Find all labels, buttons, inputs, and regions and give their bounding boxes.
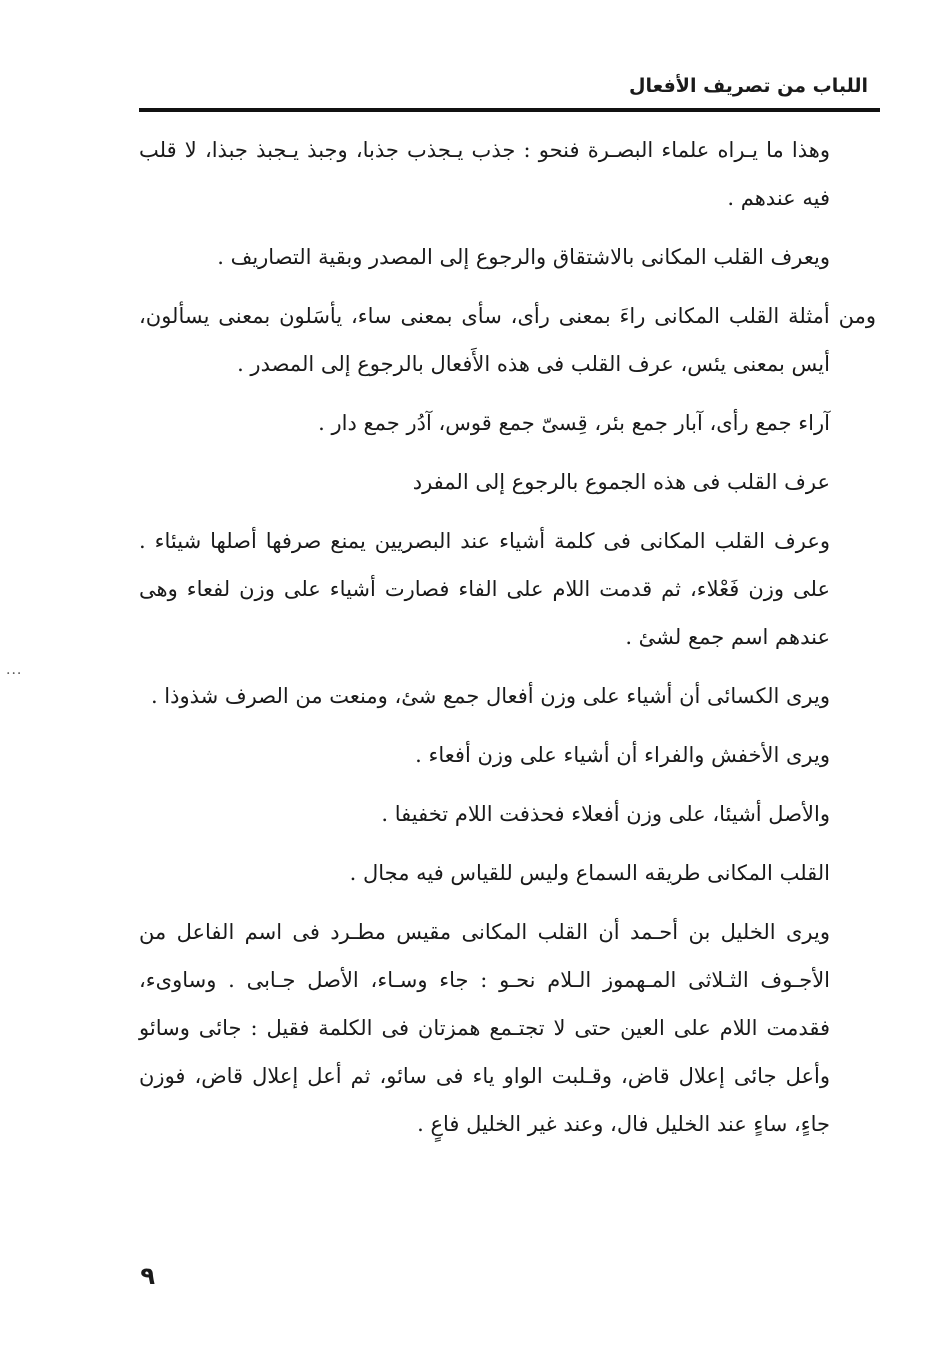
paragraph-how-known: ويعرف القلب المكانى بالاشتقاق والرجوع إلى المصدر وبقية التصاريف . <box>217 245 830 269</box>
paragraph-verb-examples: ومن أمثلة القلب المكانى راءَ بمعنى رأى، سأى بمعنى ساء، يأسَلون بمعنى يسألون، أيس بمعنى يئس، عرف القلب فى هذه الأَفعال بالرجوع إلى المصدر . <box>139 304 876 376</box>
header-rule <box>139 108 880 112</box>
paragraph-basra-view: وهذا ما يـراه علماء البصـرة فنحو : جذب يـجذب جذبا، وجبذ يـجبذ جبذا، لا قلب فيه عندهم . <box>139 138 830 210</box>
paragraph-akhfash-view: ويرى الأخفش والفراء أن أشياء على وزن أفعاء . <box>415 743 830 767</box>
paragraph-kisai-view: ويرى الكسائى أن أشياء على وزن أفعال جمع شئ، ومنعت من الصرف شذوذا . <box>150 684 830 708</box>
paragraph-original-form: والأصل أشيئا، على وزن أفعلاء فحذفت اللام تخفيفا . <box>381 802 830 826</box>
paragraph-plural-examples: آراء جمع رأى، آبار جمع بئر، قِسىّ جمع قوس، آدُر جمع دار . <box>318 411 830 435</box>
paragraph-samaa-rule: القلب المكانى طريقه السماع وليس للقياس فيه مجال . <box>349 861 830 885</box>
paragraph-ashyaa-basra: وعرف القلب المكانى فى كلمة أشياء عند البصريين يمنع صرفها أصلها شيئاء . على وزن فَعْلاء، ثم قدمت اللام على الفاء فصارت أشياء على وزن لفعاء وهى عندهم اسم جمع لشئ . <box>139 529 830 649</box>
body-text <box>139 126 876 1159</box>
paragraph-plural-rule: عرف القلب فى هذه الجموع بالرجوع إلى المفرد <box>412 470 830 494</box>
paragraph-khalil-view: ويرى الخليل بن أحـمد أن القلب المكانى مقيس مطـرد فى اسم الفاعل من الأجـوف الثـلاثى المـهموز الـلام نحـو : جاء وسـاء، الأصل جـابى . وساوىء، فقدمت اللام على العين حتى لا تجتـمع همزتان فى الكلمة فقيل : جائى وسائو وأعل جائى إعلال قاض، وقـلبت الواو ياء فى سائو، ثم أعل إعلال قاض، فوزن جاءٍ، ساءٍ عند الخليل فال، وعند غير الخليل فاعٍ . <box>139 920 830 1136</box>
running-header: اللباب من تصريف الأفعال <box>629 75 868 97</box>
page-number: ٩ <box>140 1262 155 1290</box>
margin-mark: ... <box>6 662 23 678</box>
